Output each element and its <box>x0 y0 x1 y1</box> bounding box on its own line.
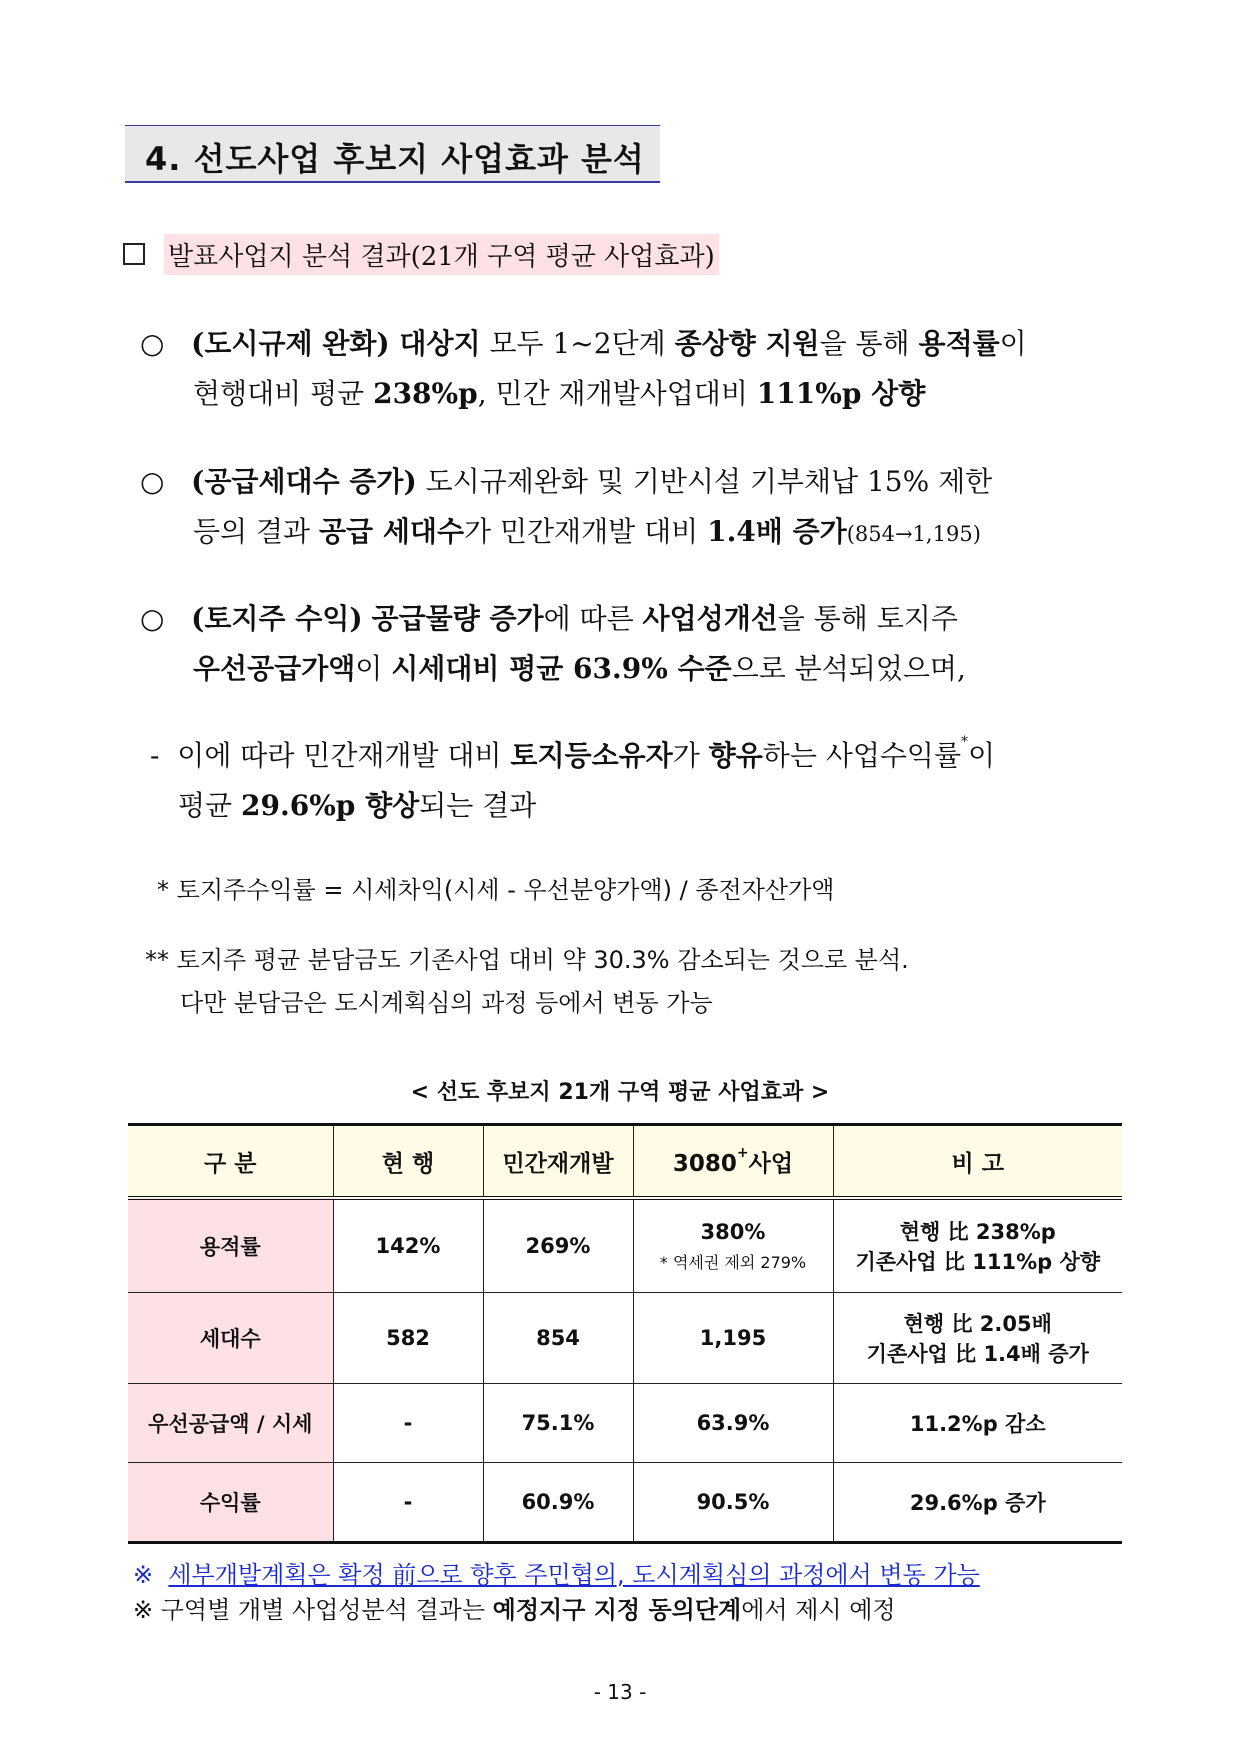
row-label: 수익률 <box>128 1463 333 1543</box>
text-span: 가 <box>672 739 709 772</box>
header-remark: 비 고 <box>833 1125 1122 1199</box>
cell-current: 582 <box>333 1293 483 1384</box>
text-span: 에서 제시 예정 <box>741 1596 896 1624</box>
bullet-1-line-1 <box>140 322 1027 362</box>
table-row <box>128 1198 1122 1293</box>
bullet-marker: ○ <box>140 602 165 635</box>
text-span: 세부개발계획은 확정 前으로 향후 주민협의, 도시계획심의 과정에서 변동 가능 <box>168 1561 980 1589</box>
note-star: * 토지주수익률 = 시세차익(시세 - 우선분양가액) / 종전자산가액 <box>157 876 835 904</box>
text-span: 평균 <box>178 789 241 822</box>
text-span: + <box>736 1144 749 1161</box>
table-header-row <box>128 1125 1122 1199</box>
text-span: 현행 比 238%p <box>899 1220 1056 1244</box>
dash-item-line-2 <box>178 784 536 824</box>
text-span: 향유 <box>708 739 763 772</box>
text-span: * <box>961 734 969 750</box>
footnote-2 <box>133 1590 896 1625</box>
text-span: 우선공급가액 <box>193 652 356 685</box>
text-span: 기존사업 比 1.4배 증가 <box>866 1342 1089 1366</box>
header-current: 현 행 <box>333 1125 483 1199</box>
row-label: 우선공급액 / 시세 <box>128 1384 333 1463</box>
cell-project <box>633 1198 833 1293</box>
header-category: 구 분 <box>128 1125 333 1199</box>
text-span: 으로 분석되었으며, <box>731 652 966 685</box>
text-span: 사업성개선 <box>642 602 778 635</box>
text-span: 등의 결과 <box>193 515 319 548</box>
text-span: 현행 比 2.05배 <box>903 1312 1052 1336</box>
text-span: 3080 <box>672 1150 737 1177</box>
cell-remark <box>833 1293 1122 1384</box>
cell-private: 75.1% <box>483 1384 633 1463</box>
text-span: 380% <box>700 1219 766 1244</box>
text-span: 이 <box>999 327 1027 360</box>
text-span: 에 따른 <box>543 602 643 635</box>
cell-remark: 11.2%p 감소 <box>833 1384 1122 1463</box>
text-span: 시세대비 평균 63.9% 수준 <box>391 652 732 685</box>
row-label: 세대수 <box>128 1293 333 1384</box>
text-span: (도시규제 완화) 대상지 <box>191 327 481 360</box>
reference-mark-icon: ※ <box>133 1561 154 1589</box>
text-span: 이에 따라 민간재개발 대비 <box>177 739 511 772</box>
text-span: 용적률 <box>918 327 1000 360</box>
table-caption: < 선도 후보지 21개 구역 평균 사업효과 > <box>410 1080 830 1105</box>
text-span: 공급물량 증가 <box>371 602 544 635</box>
text-span: 예정지구 지정 동의단계 <box>492 1596 742 1624</box>
text-span: ※ 구역별 개별 사업성분석 결과는 <box>133 1596 493 1624</box>
bullet-marker: ○ <box>140 465 165 498</box>
cell-project: 1,195 <box>633 1293 833 1384</box>
text-span: 111%p 상향 <box>756 377 926 410</box>
text-span: 을 통해 토지주 <box>777 602 958 635</box>
cell-private: 854 <box>483 1293 633 1384</box>
dash-marker: - <box>150 739 160 772</box>
table-row <box>128 1384 1122 1463</box>
text-span: 종상향 지원 <box>674 327 820 360</box>
text-span: 이 <box>355 652 392 685</box>
text-span: 하는 사업수익률 <box>762 739 962 772</box>
row-label: 용적률 <box>128 1198 333 1293</box>
bullet-2-line-1 <box>140 460 992 500</box>
bullet-1-line-2 <box>193 372 925 412</box>
text-span: * 역세권 제외 279% <box>659 1252 807 1272</box>
text-span: 현행대비 평균 <box>193 377 374 410</box>
text-span: 공급 세대수 <box>319 515 464 548</box>
header-private: 민간재개발 <box>483 1125 633 1199</box>
cell-project: 63.9% <box>633 1384 833 1463</box>
note-double-star-line-1: ** 토지주 평균 분담금도 기존사업 대비 약 30.3% 감소되는 것으로 분석. <box>145 946 909 974</box>
text-span <box>363 602 372 635</box>
text-span: 되는 결과 <box>419 789 537 822</box>
text-span: 가 민간재개발 대비 <box>464 515 708 548</box>
cell-current: - <box>333 1384 483 1463</box>
text-span: 29.6%p 향상 <box>241 789 420 822</box>
header-project <box>633 1125 833 1199</box>
text-span: 기존사업 比 111%p 상향 <box>855 1250 1101 1274</box>
table-row <box>128 1293 1122 1384</box>
text-span: , 민간 재개발사업대비 <box>477 377 757 410</box>
text-span: 1.4배 증가 <box>707 515 847 548</box>
cell-private: 60.9% <box>483 1463 633 1543</box>
text-span: (854→1,195) <box>846 522 981 546</box>
cell-current: 142% <box>333 1198 483 1293</box>
bullet-marker: ○ <box>140 327 165 360</box>
text-span: 을 통해 <box>819 327 919 360</box>
text-span: 모두 1~2단계 <box>480 327 675 360</box>
bullet-2-line-2 <box>193 510 981 550</box>
page-number: - 13 - <box>593 1680 647 1704</box>
effects-table <box>128 1123 1122 1544</box>
cell-project: 90.5% <box>633 1463 833 1543</box>
text-span: 사업 <box>748 1150 794 1177</box>
text-span: (토지주 수익) <box>191 602 363 635</box>
summary-label: 발표사업지 분석 결과(21개 구역 평균 사업효과) <box>164 234 719 275</box>
text-span: 이 <box>968 739 996 772</box>
bullet-3-line-2 <box>193 647 966 687</box>
cell-remark: 29.6%p 증가 <box>833 1463 1122 1543</box>
cell-remark <box>833 1198 1122 1293</box>
dash-item-line-1 <box>150 734 995 774</box>
text-span: (공급세대수 증가) <box>191 465 417 498</box>
note-double-star-line-2: 다만 분담금은 도시계획심의 과정 등에서 변동 가능 <box>180 989 713 1017</box>
cell-private: 269% <box>483 1198 633 1293</box>
text-span: 토지등소유자 <box>510 739 673 772</box>
bullet-3-line-1 <box>140 597 958 637</box>
checkbox-icon <box>123 243 145 265</box>
footnote-1 <box>133 1555 980 1590</box>
text-span: 238%p <box>373 377 478 410</box>
table-row <box>128 1463 1122 1543</box>
text-span: 도시규제완화 및 기반시설 기부채납 15% 제한 <box>416 465 993 498</box>
section-title: 4. 선도사업 후보지 사업효과 분석 <box>145 140 645 178</box>
cell-current: - <box>333 1463 483 1543</box>
